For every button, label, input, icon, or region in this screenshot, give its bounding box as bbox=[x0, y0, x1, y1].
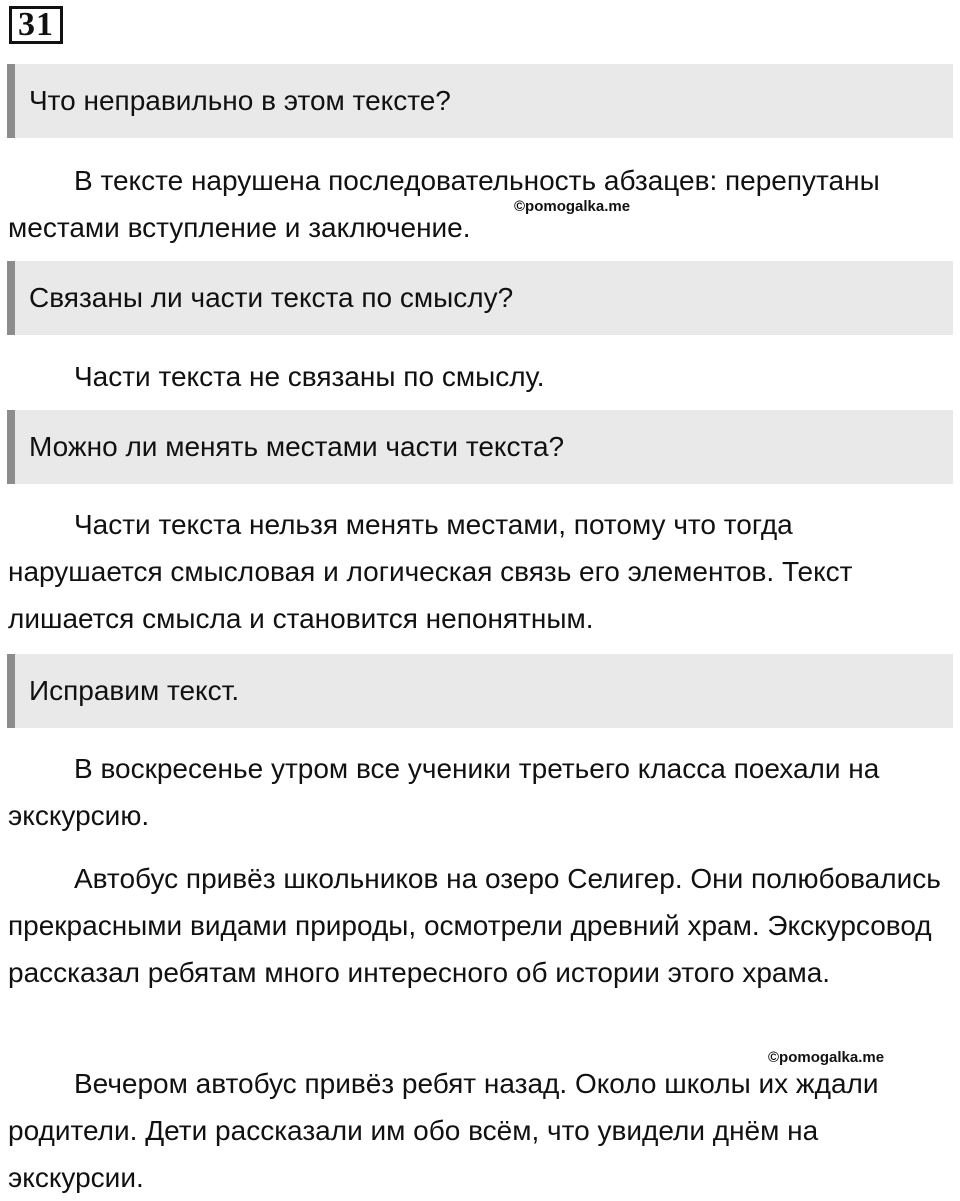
task-number-badge: 31 bbox=[9, 6, 63, 44]
answer-2: Части текста не связаны по смыслу. bbox=[74, 361, 545, 392]
question-4: Исправим текст. bbox=[7, 654, 953, 728]
corrected-paragraph-2: Автобус привёз школьников на озеро Селигер. Они полюбовались прекрасными видами природы, осмотрели древний храм. Экскурсовод рассказал ребятам много интересного об истории этого храма. bbox=[8, 863, 941, 988]
question-1: Что неправильно в этом тексте? bbox=[7, 64, 953, 138]
watermark-2: ©pomogalka.me bbox=[768, 1049, 885, 1066]
corrected-paragraph-3: Вечером автобус привёз ребят назад. Около школы их ждали родители. Дети рассказали им обо всём, что увидели днём на экскурсии. bbox=[8, 1068, 879, 1193]
corrected-paragraph-1: В воскресенье утром все ученики третьего класса поехали на экскурсию. bbox=[8, 753, 880, 831]
question-2: Связаны ли части текста по смыслу? bbox=[7, 261, 953, 335]
answer-1: В тексте нарушена последовательность абзацев: перепутаны местами вступление и заключение. bbox=[8, 165, 880, 243]
watermark-1: ©pomogalka.me bbox=[514, 198, 631, 215]
answer-3: Части текста нельзя менять местами, потому что тогда нарушается смысловая и логическая связь его элементов. Текст лишается смысла и становится непонятным. bbox=[8, 509, 853, 634]
question-3: Можно ли менять местами части текста? bbox=[7, 410, 953, 484]
